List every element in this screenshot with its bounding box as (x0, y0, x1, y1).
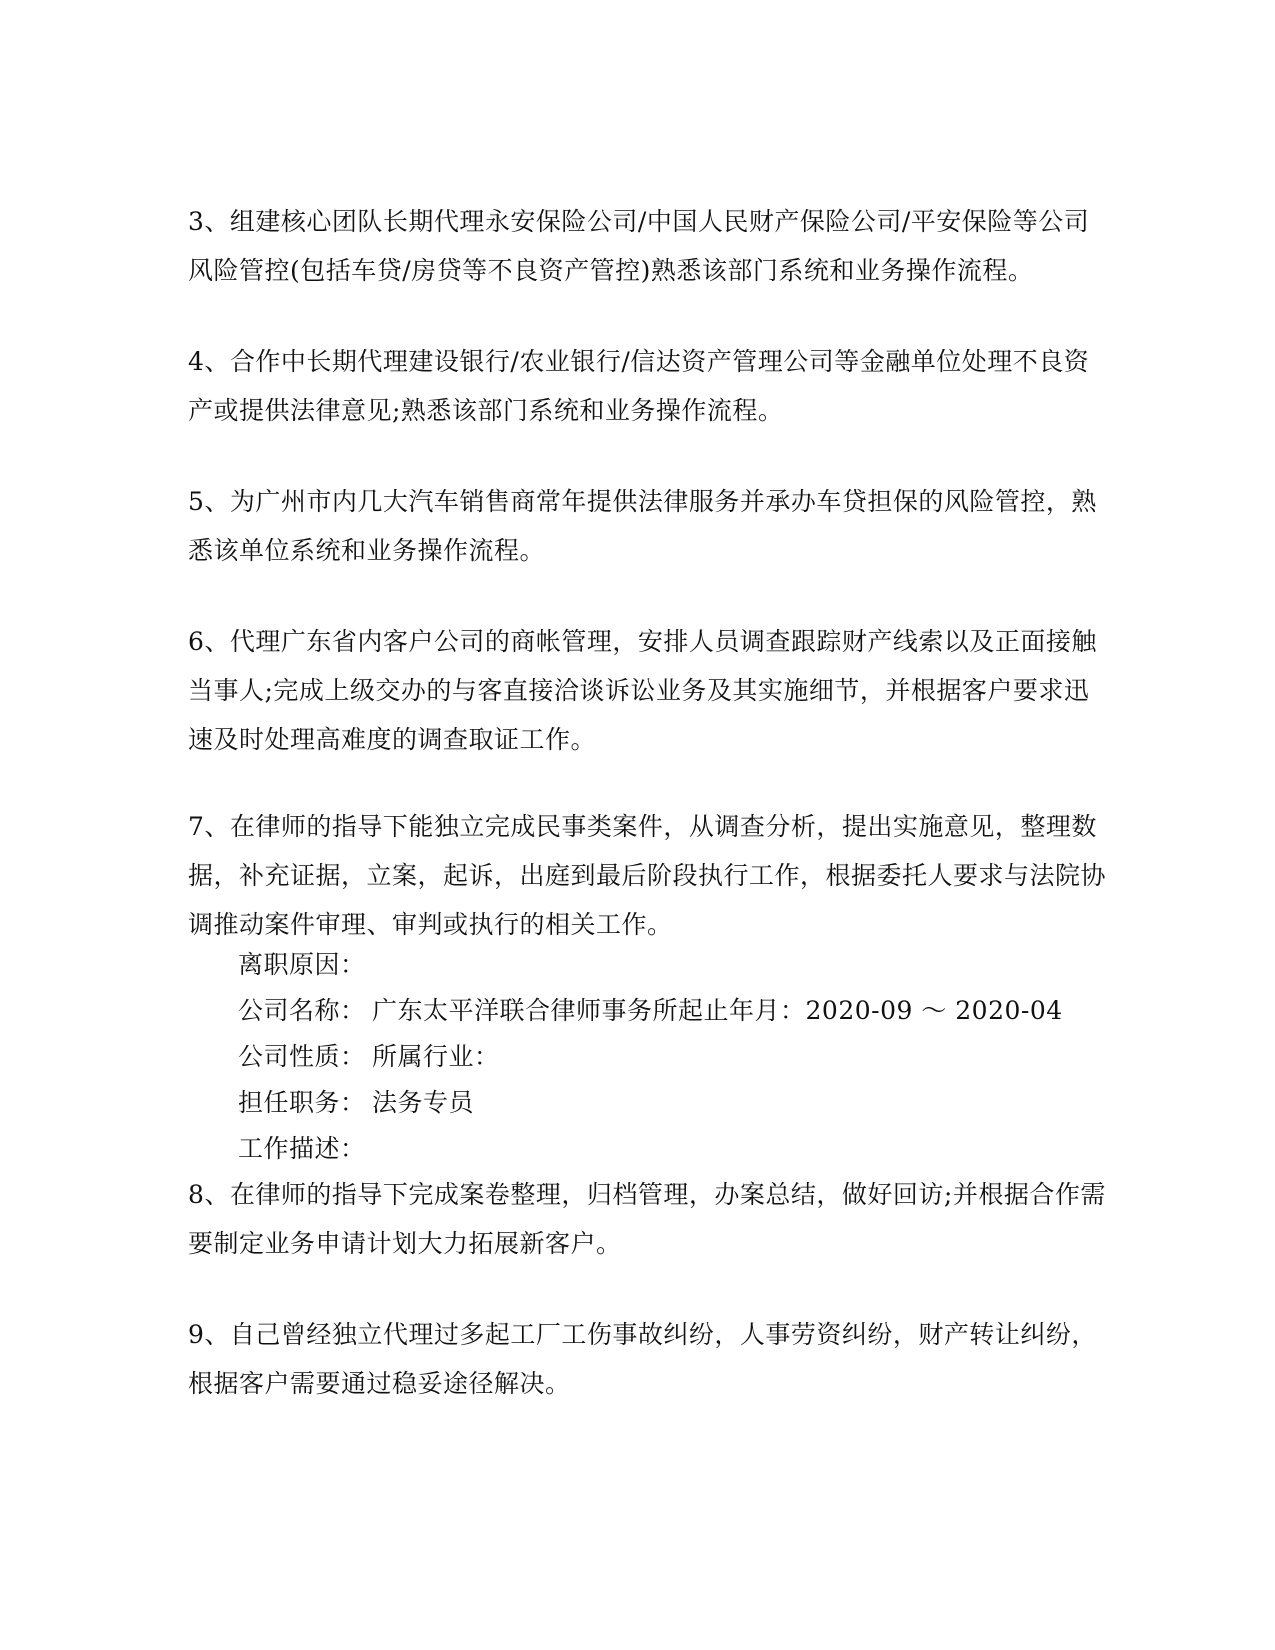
field-label: 工作描述： (238, 1134, 366, 1163)
field-leave-reason (238, 940, 372, 989)
field-label: 公司性质： (238, 1042, 366, 1071)
field-label: 公司名称： (238, 996, 366, 1025)
paragraph-line: 风险管控(包括车贷/房贷等不良资产管控)熟悉该部门系统和业务操作流程。 (188, 256, 1034, 285)
field-company-nature (238, 1032, 500, 1081)
field-label: 担任职务： (238, 1088, 366, 1117)
field-company-name (238, 986, 1063, 1035)
paragraph-line: 6、代理广东省内客户公司的商帐管理，安排人员调查跟踪财产线索以及正面接触 (188, 627, 1097, 656)
paragraph-line: 7、在律师的指导下能独立完成民事类案件，从调查分析，提出实施意见，整理数 (188, 812, 1097, 841)
paragraph-line: 悉该单位系统和业务操作流程。 (188, 536, 546, 565)
paragraph-line: 9、自己曾经独立代理过多起工厂工伤事故纠纷，人事劳资纠纷，财产转让纠纷， (188, 1320, 1097, 1349)
paragraph-line: 速及时处理高难度的调查取证工作。 (188, 725, 597, 754)
field-position (238, 1078, 474, 1127)
paragraph-line: 4、合作中长期代理建设银行/农业银行/信达资产管理公司等金融单位处理不良资 (188, 347, 1090, 376)
field-label: 离职原因： (238, 950, 366, 979)
paragraph-line: 根据客户需要通过稳妥途径解决。 (188, 1369, 571, 1398)
paragraph-line: 当事人;完成上级交办的与客直接洽谈诉讼业务及其实施细节，并根据客户要求迅 (188, 676, 1090, 705)
paragraph-line: 8、在律师的指导下完成案卷整理，归档管理，办案总结，做好回访;并根据合作需 (188, 1180, 1106, 1209)
paragraph-line: 据，补充证据，立案，起诉，出庭到最后阶段执行工作，根据委托人要求与法院协 (188, 861, 1107, 890)
field-value: 广东太平洋联合律师事务所起止年月：2020-09 ～ 2020-04 (372, 996, 1063, 1025)
paragraph-line: 产或提供法律意见;熟悉该部门系统和业务操作流程。 (188, 396, 784, 425)
field-value: 所属行业： (372, 1042, 500, 1071)
paragraph-item-5 (188, 477, 1097, 575)
paragraph-item-8 (188, 1170, 1106, 1268)
paragraph-item-3 (188, 197, 1088, 295)
paragraph-line: 3、组建核心团队长期代理永安保险公司/中国人民财产保险公司/平安保险等公司 (188, 207, 1090, 236)
paragraph-item-9 (188, 1310, 1097, 1408)
field-value: 法务专员 (372, 1088, 475, 1117)
paragraph-item-4 (188, 337, 1088, 435)
paragraph-line: 要制定业务申请计划大力拓展新客户。 (188, 1229, 622, 1258)
paragraph-item-6 (188, 617, 1097, 764)
paragraph-line: 调推动案件审理、审判或执行的相关工作。 (188, 910, 673, 939)
paragraph-line: 5、为广州市内几大汽车销售商常年提供法律服务并承办车贷担保的风险管控，熟 (188, 487, 1097, 516)
field-job-description (238, 1124, 372, 1173)
paragraph-item-7 (188, 802, 1107, 949)
